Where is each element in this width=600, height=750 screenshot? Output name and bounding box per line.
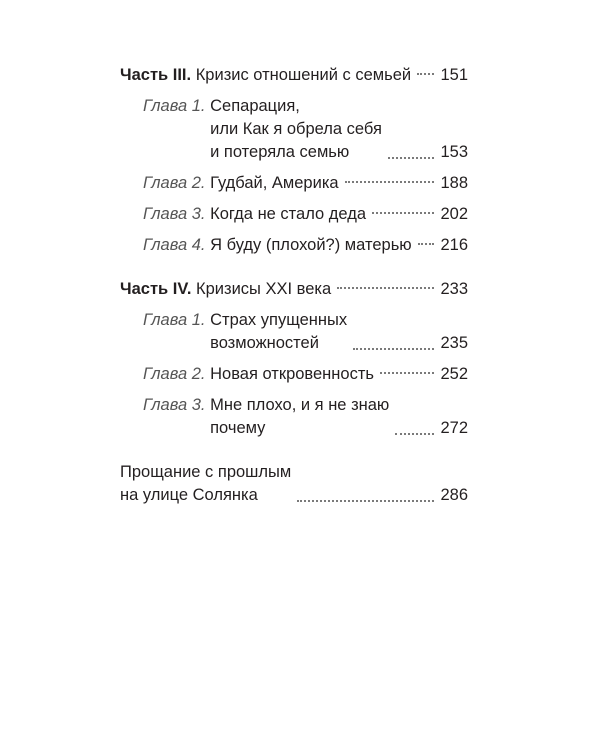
- chapter-prefix: Глава 4.: [143, 236, 206, 254]
- chapter-title: [210, 394, 389, 440]
- chapter-title: Я буду (плохой?) матерью: [210, 236, 412, 254]
- chapter-title-line: и потеряла семью: [210, 143, 350, 161]
- chapter-prefix: Глава 3.: [143, 205, 206, 223]
- dot-leader: [418, 243, 434, 245]
- toc-part-3[interactable]: [120, 64, 468, 87]
- chapter-prefix: Глава 1.: [143, 97, 206, 115]
- toc-part-4-chapter-2[interactable]: [120, 363, 468, 386]
- chapter-label: [143, 363, 374, 386]
- dot-leader: [353, 348, 434, 350]
- chapter-title-line: возможностей: [210, 334, 319, 352]
- dot-leader: [372, 212, 434, 214]
- dot-leader: [345, 181, 434, 183]
- toc-part-4-chapter-3[interactable]: [120, 394, 468, 440]
- chapter-page: 202: [440, 205, 468, 223]
- chapter-page: 153: [440, 143, 468, 161]
- toc-part-3-chapter-4[interactable]: [120, 234, 468, 257]
- chapter-title-line: Мне плохо, и я не знаю: [210, 396, 390, 414]
- chapter-title: Когда не стало деда: [210, 205, 367, 223]
- chapter-page: 235: [440, 334, 468, 352]
- dot-leader: [395, 433, 434, 435]
- chapter-prefix: Глава 3.: [143, 396, 206, 414]
- part-3-title: Кризис отношений с семьей: [195, 66, 412, 84]
- dot-leader: [337, 287, 434, 289]
- chapter-label: [143, 95, 382, 164]
- chapter-label: [143, 234, 412, 257]
- toc-part-3-chapter-2[interactable]: [120, 172, 468, 195]
- toc-part-3-chapter-3[interactable]: [120, 203, 468, 226]
- dot-leader: [388, 157, 434, 159]
- toc-part-4-chapter-1[interactable]: [120, 309, 468, 355]
- farewell-title: [120, 461, 291, 507]
- chapter-title: Гудбай, Америка: [210, 174, 339, 192]
- part-4-label: [120, 278, 331, 301]
- dot-leader: [417, 73, 434, 75]
- table-of-contents: [120, 64, 468, 507]
- chapter-title-line: или Как я обрела себя: [210, 120, 382, 138]
- chapter-page: 252: [440, 365, 468, 383]
- part-4-prefix: Часть IV.: [120, 280, 192, 298]
- part-4-page: 233: [440, 280, 468, 298]
- chapter-title: [210, 95, 382, 164]
- farewell-title-line: Прощание с прошлым: [120, 463, 292, 481]
- chapter-title-line: почему: [210, 419, 266, 437]
- part-3-page: 151: [440, 66, 468, 84]
- toc-part-4[interactable]: [120, 278, 468, 301]
- chapter-title-line: Страх упущенных: [210, 311, 348, 329]
- toc-part-3-chapter-1[interactable]: [120, 95, 468, 164]
- chapter-title-line: Сепарация,: [210, 97, 300, 115]
- dot-leader: [380, 372, 434, 374]
- chapter-prefix: Глава 1.: [143, 311, 206, 329]
- farewell-title-line: на улице Солянка: [120, 486, 258, 504]
- part-4-title: Кризисы XXI века: [196, 280, 332, 298]
- chapter-title: Новая откровенность: [210, 365, 374, 383]
- dot-leader: [297, 500, 434, 502]
- toc-farewell[interactable]: [120, 461, 468, 507]
- chapter-page: 188: [440, 174, 468, 192]
- part-3-label: [120, 64, 411, 87]
- chapter-prefix: Глава 2.: [143, 174, 206, 192]
- part-3-prefix: Часть III.: [120, 66, 192, 84]
- chapter-label: [143, 309, 347, 355]
- chapter-prefix: Глава 2.: [143, 365, 206, 383]
- chapter-label: [143, 172, 339, 195]
- chapter-label: [143, 394, 389, 440]
- chapter-page: 216: [440, 236, 468, 254]
- chapter-label: [143, 203, 366, 226]
- chapter-page: 272: [440, 419, 468, 437]
- chapter-title: [210, 309, 347, 355]
- farewell-page: 286: [440, 486, 468, 504]
